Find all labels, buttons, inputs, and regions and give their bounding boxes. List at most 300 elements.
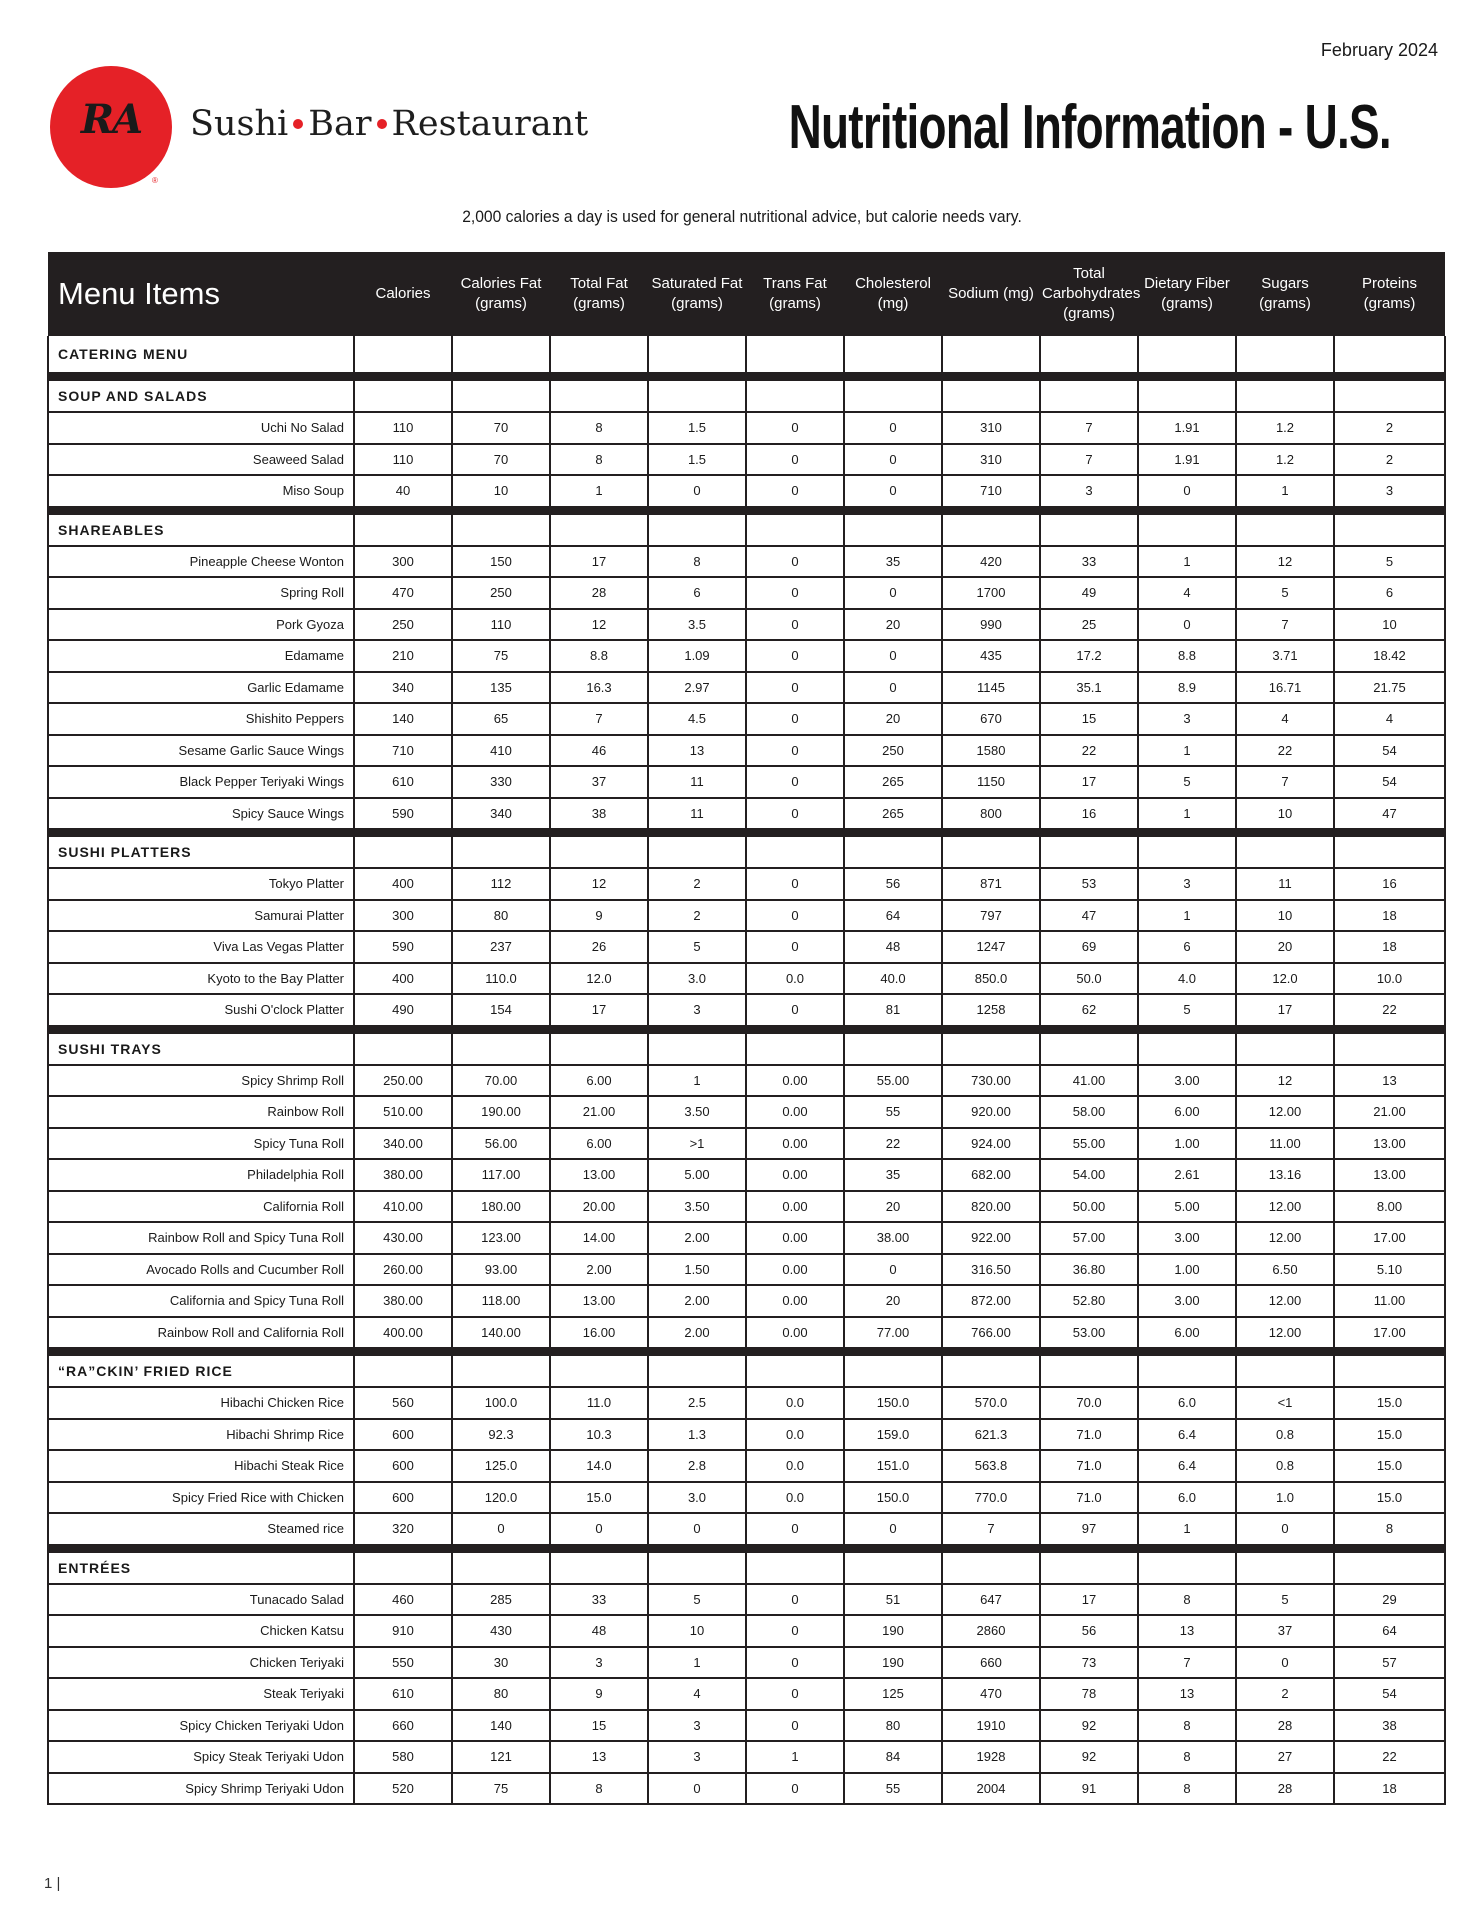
nutrient-value: 3	[1138, 868, 1236, 900]
nutrient-value: 92.3	[452, 1419, 550, 1451]
nutrient-value: 2.00	[648, 1222, 746, 1254]
menu-item-name: Viva Las Vegas Platter	[48, 931, 354, 963]
nutrient-value: 1.3	[648, 1419, 746, 1451]
empty-cell	[942, 833, 1040, 869]
nutrient-value: 6	[1138, 931, 1236, 963]
nutrient-value: 310	[942, 412, 1040, 444]
menu-item-name: Hibachi Chicken Rice	[48, 1387, 354, 1419]
nutrient-value: 5	[1138, 994, 1236, 1029]
brand-dot	[293, 119, 303, 129]
nutrient-value: 2.5	[648, 1387, 746, 1419]
nutrient-value: 2004	[942, 1773, 1040, 1805]
table-row	[48, 931, 1445, 963]
nutrient-value: 250	[354, 609, 452, 641]
empty-cell	[1334, 336, 1445, 377]
nutrient-value: 610	[354, 766, 452, 798]
nutrient-value: 470	[942, 1678, 1040, 1710]
nutrient-value: 0	[844, 640, 942, 672]
empty-cell	[844, 1548, 942, 1584]
empty-cell	[844, 336, 942, 377]
nutrient-value: 380.00	[354, 1159, 452, 1191]
nutrient-value: 1	[1138, 735, 1236, 767]
nutrient-value: 924.00	[942, 1128, 1040, 1160]
table-row	[48, 1647, 1445, 1679]
table-row	[48, 1222, 1445, 1254]
empty-cell	[1334, 510, 1445, 546]
nutrient-value: 70.0	[1040, 1387, 1138, 1419]
nutrient-value: 820.00	[942, 1191, 1040, 1223]
nutrient-value: 110.0	[452, 963, 550, 995]
nutrient-value: 4	[1138, 577, 1236, 609]
nutrient-value: 65	[452, 703, 550, 735]
section-title: SUSHI PLATTERS	[48, 833, 354, 869]
nutrient-value: 78	[1040, 1678, 1138, 1710]
nutrient-value: 20.00	[550, 1191, 648, 1223]
nutrient-value: 6.00	[550, 1128, 648, 1160]
nutrient-value: 17.00	[1334, 1222, 1445, 1254]
nutrient-value: 0	[746, 1710, 844, 1742]
table-row	[48, 640, 1445, 672]
nutrient-value: 14.00	[550, 1222, 648, 1254]
menu-item-name: Steamed rice	[48, 1513, 354, 1548]
nutrient-value: 7	[550, 703, 648, 735]
nutrient-value: 3	[1040, 475, 1138, 510]
nutrient-value: 0.00	[746, 1096, 844, 1128]
menu-item-name: Spicy Tuna Roll	[48, 1128, 354, 1160]
nutrient-value: 3	[648, 994, 746, 1029]
nutrient-value: 2	[1334, 444, 1445, 476]
table-row	[48, 766, 1445, 798]
menu-item-name: Chicken Teriyaki	[48, 1647, 354, 1679]
empty-cell	[1236, 1352, 1334, 1388]
nutrient-value: 600	[354, 1482, 452, 1514]
table-row	[48, 1387, 1445, 1419]
table-row	[48, 1191, 1445, 1223]
nutrient-value: 84	[844, 1741, 942, 1773]
empty-cell	[648, 1029, 746, 1065]
table-row	[48, 900, 1445, 932]
nutrient-value: 660	[942, 1647, 1040, 1679]
nutrient-value: 0.8	[1236, 1450, 1334, 1482]
menu-item-name: Kyoto to the Bay Platter	[48, 963, 354, 995]
nutrient-value: 7	[1138, 1647, 1236, 1679]
nutrient-value: 112	[452, 868, 550, 900]
nutrient-value: 1700	[942, 577, 1040, 609]
nutrient-value: 11	[1236, 868, 1334, 900]
nutrient-value: 81	[844, 994, 942, 1029]
section-header-row	[48, 833, 1445, 869]
column-header: Menu Items	[48, 252, 354, 336]
nutrient-value: 5	[648, 931, 746, 963]
nutrient-value: 50.0	[1040, 963, 1138, 995]
nutrient-value: 140	[354, 703, 452, 735]
nutrient-value: 38	[550, 798, 648, 833]
table-row	[48, 1065, 1445, 1097]
calorie-advice: 2,000 calories a day is used for general nutritional advice, but calorie needs vary.	[462, 207, 1022, 226]
empty-cell	[452, 1548, 550, 1584]
nutrient-value: 70	[452, 412, 550, 444]
nutrient-value: 18	[1334, 931, 1445, 963]
nutrient-value: 410	[452, 735, 550, 767]
nutrient-value: 10	[1334, 609, 1445, 641]
empty-cell	[452, 1029, 550, 1065]
nutrient-value: 3.71	[1236, 640, 1334, 672]
nutrient-value: 0	[746, 1678, 844, 1710]
nutrient-value: 0.8	[1236, 1419, 1334, 1451]
menu-item-name: Sushi O'clock Platter	[48, 994, 354, 1029]
nutrient-value: 51	[844, 1584, 942, 1616]
nutrition-table	[47, 252, 1446, 1805]
menu-item-name: California and Spicy Tuna Roll	[48, 1285, 354, 1317]
nutrient-value: 16.3	[550, 672, 648, 704]
nutrient-value: 3	[550, 1647, 648, 1679]
nutrient-value: 135	[452, 672, 550, 704]
nutrient-value: 510.00	[354, 1096, 452, 1128]
table-row	[48, 672, 1445, 704]
nutrient-value: 0	[844, 412, 942, 444]
table-row	[48, 577, 1445, 609]
nutrient-value: 6.4	[1138, 1450, 1236, 1482]
nutrient-value: 2.8	[648, 1450, 746, 1482]
nutrient-value: 20	[844, 609, 942, 641]
nutrient-value: 17	[550, 994, 648, 1029]
nutrient-value: 310	[942, 444, 1040, 476]
brand-part-sushi: Sushi	[190, 104, 289, 144]
nutrient-value: 250.00	[354, 1065, 452, 1097]
nutrient-value: 54	[1334, 735, 1445, 767]
nutrient-value: 12.00	[1236, 1317, 1334, 1352]
nutrient-value: 56	[1040, 1615, 1138, 1647]
table-header-row	[48, 252, 1445, 336]
section-header-row	[48, 377, 1445, 413]
nutrient-value: 435	[942, 640, 1040, 672]
menu-item-name: Tokyo Platter	[48, 868, 354, 900]
nutrient-value: 75	[452, 1773, 550, 1805]
nutrient-value: 17.2	[1040, 640, 1138, 672]
nutrient-value: 682.00	[942, 1159, 1040, 1191]
nutrient-value: 15.0	[1334, 1419, 1445, 1451]
nutrient-value: 22	[1334, 994, 1445, 1029]
section-title: SHAREABLES	[48, 510, 354, 546]
empty-cell	[354, 833, 452, 869]
menu-item-name: Rainbow Roll	[48, 1096, 354, 1128]
nutrient-value: 55	[844, 1096, 942, 1128]
nutrient-value: 18	[1334, 900, 1445, 932]
table-row	[48, 1615, 1445, 1647]
nutrient-value: 110	[452, 609, 550, 641]
nutrient-value: 125.0	[452, 1450, 550, 1482]
nutrient-value: 5.00	[1138, 1191, 1236, 1223]
empty-cell	[1236, 833, 1334, 869]
nutrient-value: 1	[746, 1741, 844, 1773]
nutrient-value: 71.0	[1040, 1450, 1138, 1482]
table-row	[48, 1584, 1445, 1616]
nutrient-value: 110	[354, 412, 452, 444]
nutrient-value: 1	[648, 1647, 746, 1679]
nutrient-value: 250	[844, 735, 942, 767]
menu-item-name: Samurai Platter	[48, 900, 354, 932]
empty-cell	[354, 336, 452, 377]
nutrient-value: 1580	[942, 735, 1040, 767]
nutrient-value: 0.0	[746, 963, 844, 995]
nutrient-value: 570.0	[942, 1387, 1040, 1419]
nutrient-value: 0	[746, 640, 844, 672]
nutrient-value: 17	[550, 546, 648, 578]
menu-item-name: Spring Roll	[48, 577, 354, 609]
table-row	[48, 1450, 1445, 1482]
menu-item-name: Spicy Steak Teriyaki Udon	[48, 1741, 354, 1773]
nutrient-value: 28	[1236, 1710, 1334, 1742]
nutrient-value: 154	[452, 994, 550, 1029]
nutrient-value: 13	[648, 735, 746, 767]
nutrient-value: 621.3	[942, 1419, 1040, 1451]
column-header: Total Fat (grams)	[550, 252, 648, 336]
nutrient-value: 0.0	[746, 1482, 844, 1514]
nutrient-value: 37	[1236, 1615, 1334, 1647]
nutrient-value: 190.00	[452, 1096, 550, 1128]
nutrient-value: 21.75	[1334, 672, 1445, 704]
nutrient-value: 0	[648, 475, 746, 510]
nutrient-value: 70.00	[452, 1065, 550, 1097]
nutrient-value: 6	[648, 577, 746, 609]
nutrient-value: 797	[942, 900, 1040, 932]
nutrient-value: 120.0	[452, 1482, 550, 1514]
nutrient-value: 10	[648, 1615, 746, 1647]
nutrient-value: 8.00	[1334, 1191, 1445, 1223]
nutrient-value: 6.00	[1138, 1317, 1236, 1352]
nutrient-value: 563.8	[942, 1450, 1040, 1482]
nutrient-value: 1	[648, 1065, 746, 1097]
empty-cell	[1236, 336, 1334, 377]
nutrient-value: 770.0	[942, 1482, 1040, 1514]
nutrient-value: 91	[1040, 1773, 1138, 1805]
empty-cell	[1040, 1548, 1138, 1584]
nutrient-value: 8.8	[1138, 640, 1236, 672]
table-row	[48, 798, 1445, 833]
empty-cell	[648, 833, 746, 869]
nutrient-value: 8	[1138, 1741, 1236, 1773]
nutrient-value: 400	[354, 868, 452, 900]
nutrient-value: 18	[1334, 1773, 1445, 1805]
nutrient-value: 13.00	[550, 1159, 648, 1191]
nutrient-value: 12.00	[1236, 1222, 1334, 1254]
menu-item-name: Spicy Shrimp Teriyaki Udon	[48, 1773, 354, 1805]
nutrient-value: 10	[452, 475, 550, 510]
nutrient-value: 28	[550, 577, 648, 609]
nutrient-value: 420	[942, 546, 1040, 578]
nutrient-value: <1	[1236, 1387, 1334, 1419]
nutrient-value: 1258	[942, 994, 1040, 1029]
empty-cell	[1138, 336, 1236, 377]
nutrient-value: 15.0	[550, 1482, 648, 1514]
nutrient-value: 10	[1236, 798, 1334, 833]
nutrient-value: 110	[354, 444, 452, 476]
nutrient-value: 47	[1040, 900, 1138, 932]
nutrient-value: 330	[452, 766, 550, 798]
nutrient-value: 0	[746, 1647, 844, 1679]
empty-cell	[1040, 833, 1138, 869]
nutrient-value: 150	[452, 546, 550, 578]
nutrient-value: 0	[746, 1584, 844, 1616]
empty-cell	[354, 1029, 452, 1065]
column-header: Proteins (grams)	[1334, 252, 1445, 336]
nutrient-value: 1	[1138, 546, 1236, 578]
nutrient-value: 35	[844, 1159, 942, 1191]
nutrient-value: 0	[452, 1513, 550, 1548]
nutrient-value: 37	[550, 766, 648, 798]
nutrient-value: 7	[1040, 412, 1138, 444]
table-row	[48, 1317, 1445, 1352]
nutrient-value: 0	[746, 931, 844, 963]
nutrient-value: 40.0	[844, 963, 942, 995]
empty-cell	[354, 377, 452, 413]
empty-cell	[746, 1548, 844, 1584]
nutrient-value: 6.0	[1138, 1387, 1236, 1419]
menu-item-name: Seaweed Salad	[48, 444, 354, 476]
nutrient-value: 3.0	[648, 1482, 746, 1514]
empty-cell	[1334, 833, 1445, 869]
nutrient-value: 4.5	[648, 703, 746, 735]
table-row	[48, 546, 1445, 578]
nutrient-value: 850.0	[942, 963, 1040, 995]
nutrient-value: 54.00	[1040, 1159, 1138, 1191]
nutrient-value: 2.00	[648, 1317, 746, 1352]
nutrient-value: 320	[354, 1513, 452, 1548]
nutrient-value: 55	[844, 1773, 942, 1805]
nutrient-value: 56.00	[452, 1128, 550, 1160]
nutrient-value: 2	[648, 868, 746, 900]
nutrient-value: 8	[648, 546, 746, 578]
menu-item-name: Rainbow Roll and Spicy Tuna Roll	[48, 1222, 354, 1254]
nutrient-value: 380.00	[354, 1285, 452, 1317]
empty-cell	[1040, 1029, 1138, 1065]
nutrient-value: 5.10	[1334, 1254, 1445, 1286]
nutrient-value: 6.4	[1138, 1419, 1236, 1451]
nutrient-value: 0	[746, 798, 844, 833]
nutrient-value: 12.00	[1236, 1285, 1334, 1317]
nutrient-value: 13.00	[550, 1285, 648, 1317]
nutrient-value: 8	[550, 412, 648, 444]
empty-cell	[452, 336, 550, 377]
document-date: February 2024	[1320, 40, 1438, 60]
nutrient-value: 340	[354, 672, 452, 704]
nutrient-value: 316.50	[942, 1254, 1040, 1286]
section-header-row	[48, 1029, 1445, 1065]
menu-item-name: Spicy Shrimp Roll	[48, 1065, 354, 1097]
nutrient-value: 93.00	[452, 1254, 550, 1286]
nutrient-value: 77.00	[844, 1317, 942, 1352]
nutrient-value: 0	[844, 475, 942, 510]
empty-cell	[648, 336, 746, 377]
page-number: 1 |	[44, 1875, 61, 1892]
nutrient-value: 80	[452, 900, 550, 932]
table-row	[48, 868, 1445, 900]
nutrient-value: 125	[844, 1678, 942, 1710]
empty-cell	[452, 510, 550, 546]
table-row	[48, 1773, 1445, 1805]
nutrient-value: 15	[1040, 703, 1138, 735]
empty-cell	[942, 1352, 1040, 1388]
logo-text: RA	[80, 96, 142, 143]
nutrient-value: 0.00	[746, 1128, 844, 1160]
nutrient-value: 0.00	[746, 1222, 844, 1254]
nutrient-value: 8.9	[1138, 672, 1236, 704]
nutrient-value: 20	[844, 1285, 942, 1317]
nutrient-value: 20	[844, 703, 942, 735]
nutrient-value: 5	[1236, 577, 1334, 609]
nutrient-value: 71.0	[1040, 1419, 1138, 1451]
nutrient-value: 13.00	[1334, 1128, 1445, 1160]
nutrient-value: 990	[942, 609, 1040, 641]
table-row	[48, 1419, 1445, 1451]
nutrient-value: 0	[746, 577, 844, 609]
nutrient-value: 0	[746, 735, 844, 767]
empty-cell	[648, 510, 746, 546]
nutrient-value: 36.80	[1040, 1254, 1138, 1286]
nutrient-value: 35	[844, 546, 942, 578]
section-title: CATERING MENU	[48, 336, 354, 377]
nutrient-value: 0.00	[746, 1159, 844, 1191]
menu-item-name: Tunacado Salad	[48, 1584, 354, 1616]
section-header-row	[48, 336, 1445, 377]
nutrient-value: 1	[1236, 475, 1334, 510]
nutrient-value: 48	[550, 1615, 648, 1647]
nutrient-value: 38.00	[844, 1222, 942, 1254]
nutrient-value: 0	[746, 703, 844, 735]
empty-cell	[452, 1352, 550, 1388]
nutrient-value: 17.00	[1334, 1317, 1445, 1352]
nutrient-value: 460	[354, 1584, 452, 1616]
nutrient-value: 7	[942, 1513, 1040, 1548]
nutrient-value: 56	[844, 868, 942, 900]
empty-cell	[550, 336, 648, 377]
nutrient-value: 8.8	[550, 640, 648, 672]
nutrient-value: 340.00	[354, 1128, 452, 1160]
nutrient-value: 237	[452, 931, 550, 963]
nutrient-value: 71.0	[1040, 1482, 1138, 1514]
section-title: SUSHI TRAYS	[48, 1029, 354, 1065]
empty-cell	[1040, 377, 1138, 413]
nutrient-value: 20	[1236, 931, 1334, 963]
nutrient-value: 10	[1236, 900, 1334, 932]
nutrient-value: 410.00	[354, 1191, 452, 1223]
nutrient-value: 15.0	[1334, 1450, 1445, 1482]
nutrient-value: 12	[1236, 1065, 1334, 1097]
nutrient-value: 38	[1334, 1710, 1445, 1742]
nutrient-value: 140	[452, 1710, 550, 1742]
nutrient-value: 710	[942, 475, 1040, 510]
nutrient-value: 3	[648, 1710, 746, 1742]
nutrient-value: 21.00	[550, 1096, 648, 1128]
empty-cell	[1138, 510, 1236, 546]
nutrient-value: 1	[1138, 798, 1236, 833]
nutrient-value: 800	[942, 798, 1040, 833]
nutrient-value: 46	[550, 735, 648, 767]
nutrient-value: 92	[1040, 1741, 1138, 1773]
nutrient-value: 340	[452, 798, 550, 833]
nutrient-value: 710	[354, 735, 452, 767]
nutrient-value: 647	[942, 1584, 1040, 1616]
nutrient-value: 49	[1040, 577, 1138, 609]
nutrient-value: 0	[746, 412, 844, 444]
nutrient-value: 5	[648, 1584, 746, 1616]
nutrient-value: 100.0	[452, 1387, 550, 1419]
nutrient-value: 5.00	[648, 1159, 746, 1191]
empty-cell	[1138, 1548, 1236, 1584]
section-header-row	[48, 510, 1445, 546]
nutrient-value: 123.00	[452, 1222, 550, 1254]
nutrient-value: 2	[1236, 1678, 1334, 1710]
